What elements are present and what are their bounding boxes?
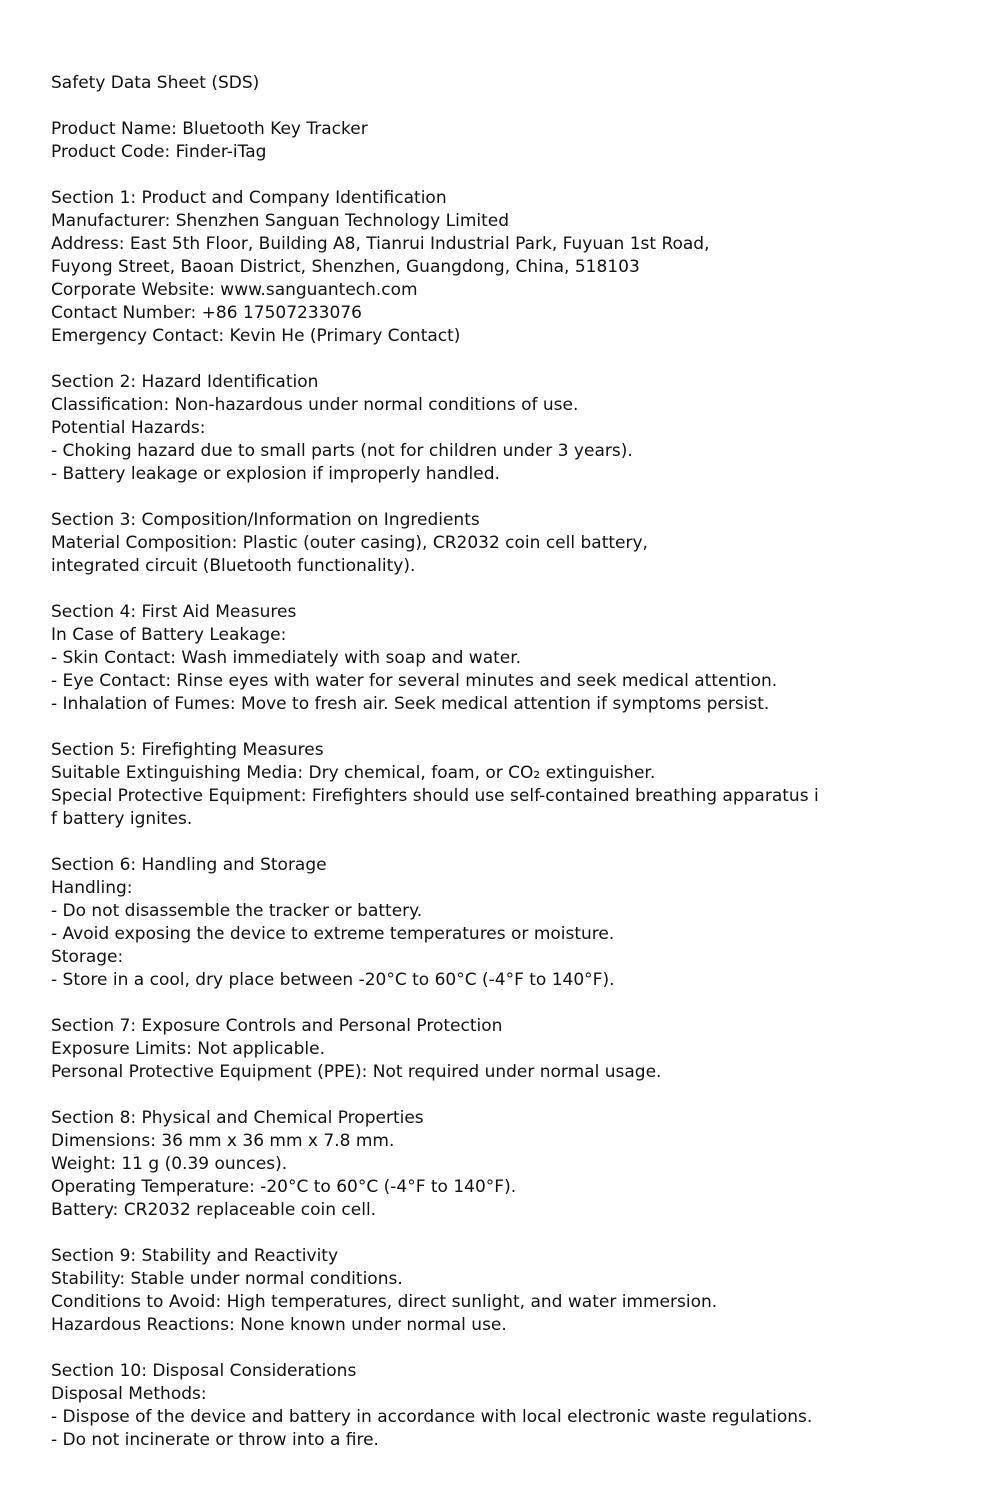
spacer bbox=[51, 486, 951, 509]
section-line: Suitable Extinguishing Media: Dry chemical, foam, or CO₂ extinguisher. bbox=[51, 763, 656, 783]
section-7 bbox=[51, 992, 951, 1084]
section-line: Material Composition: Plastic (outer casing), CR2032 coin cell battery, bbox=[51, 533, 648, 553]
section-line: - Eye Contact: Rinse eyes with water for several minutes and seek medical attention. bbox=[51, 671, 778, 691]
section-8 bbox=[51, 1084, 951, 1222]
section-9 bbox=[51, 1222, 951, 1337]
section-line: - Do not disassemble the tracker or battery. bbox=[51, 901, 423, 921]
section-line: - Avoid exposing the device to extreme temperatures or moisture. bbox=[51, 924, 615, 944]
section-line: Conditions to Avoid: High temperatures, direct sunlight, and water immersion. bbox=[51, 1292, 718, 1312]
section-4 bbox=[51, 578, 951, 716]
section-heading: Section 1: Product and Company Identification bbox=[51, 188, 447, 208]
spacer bbox=[51, 1337, 951, 1360]
spacer bbox=[51, 1084, 951, 1107]
section-10 bbox=[51, 1337, 951, 1452]
spacer bbox=[51, 992, 951, 1015]
spacer bbox=[51, 831, 951, 854]
section-heading: Section 6: Handling and Storage bbox=[51, 855, 327, 875]
document-body bbox=[51, 72, 951, 1452]
spacer bbox=[51, 578, 951, 601]
section-heading: Section 9: Stability and Reactivity bbox=[51, 1246, 339, 1266]
section-line: In Case of Battery Leakage: bbox=[51, 625, 287, 645]
product-name: Product Name: Bluetooth Key Tracker bbox=[51, 119, 368, 139]
section-line: Handling: bbox=[51, 878, 133, 898]
section-2 bbox=[51, 348, 951, 486]
section-line: - Store in a cool, dry place between -20°C to 60°C (-4°F to 140°F). bbox=[51, 970, 615, 990]
section-line: Weight: 11 g (0.39 ounces). bbox=[51, 1154, 288, 1174]
section-line: Operating Temperature: -20°C to 60°C (-4°F to 140°F). bbox=[51, 1177, 517, 1197]
section-line: Classification: Non-hazardous under normal conditions of use. bbox=[51, 395, 579, 415]
section-heading: Section 7: Exposure Controls and Personal Protection bbox=[51, 1016, 503, 1036]
document-title: Safety Data Sheet (SDS) bbox=[51, 73, 260, 93]
section-line: Storage: bbox=[51, 947, 124, 967]
section-line: Disposal Methods: bbox=[51, 1384, 207, 1404]
spacer bbox=[51, 164, 951, 187]
section-heading: Section 4: First Aid Measures bbox=[51, 602, 297, 622]
spacer bbox=[51, 95, 951, 118]
section-line: Contact Number: +86 17507233076 bbox=[51, 303, 362, 323]
section-line: Stability: Stable under normal conditions. bbox=[51, 1269, 403, 1289]
spacer bbox=[51, 348, 951, 371]
section-6 bbox=[51, 831, 951, 992]
section-heading: Section 10: Disposal Considerations bbox=[51, 1361, 357, 1381]
section-line: Potential Hazards: bbox=[51, 418, 206, 438]
section-line: Exposure Limits: Not applicable. bbox=[51, 1039, 326, 1059]
section-line: Personal Protective Equipment (PPE): Not required under normal usage. bbox=[51, 1062, 662, 1082]
section-heading: Section 2: Hazard Identification bbox=[51, 372, 319, 392]
section-line: f battery ignites. bbox=[51, 809, 193, 829]
section-line: Corporate Website: www.sanguantech.com bbox=[51, 280, 418, 300]
sections-container bbox=[51, 164, 951, 1452]
product-code: Product Code: Finder-iTag bbox=[51, 142, 267, 162]
section-heading: Section 3: Composition/Information on Ingredients bbox=[51, 510, 480, 530]
section-line: Hazardous Reactions: None known under normal use. bbox=[51, 1315, 507, 1335]
section-line: - Skin Contact: Wash immediately with soap and water. bbox=[51, 648, 522, 668]
section-line: Emergency Contact: Kevin He (Primary Contact) bbox=[51, 326, 461, 346]
section-line: Dimensions: 36 mm x 36 mm x 7.8 mm. bbox=[51, 1131, 395, 1151]
section-line: - Do not incinerate or throw into a fire. bbox=[51, 1430, 379, 1450]
section-line: Battery: CR2032 replaceable coin cell. bbox=[51, 1200, 377, 1220]
section-line: - Choking hazard due to small parts (not for children under 3 years). bbox=[51, 441, 633, 461]
spacer bbox=[51, 716, 951, 739]
section-1 bbox=[51, 164, 951, 348]
section-line: - Dispose of the device and battery in accordance with local electronic waste regulations. bbox=[51, 1407, 813, 1427]
section-line: Fuyong Street, Baoan District, Shenzhen, Guangdong, China, 518103 bbox=[51, 257, 640, 277]
section-line: - Battery leakage or explosion if improperly handled. bbox=[51, 464, 500, 484]
section-heading: Section 8: Physical and Chemical Properties bbox=[51, 1108, 424, 1128]
section-line: Manufacturer: Shenzhen Sanguan Technology Limited bbox=[51, 211, 510, 231]
section-line: integrated circuit (Bluetooth functionality). bbox=[51, 556, 416, 576]
section-3 bbox=[51, 486, 951, 578]
section-line: - Inhalation of Fumes: Move to fresh air. Seek medical attention if symptoms persist. bbox=[51, 694, 770, 714]
section-line: Special Protective Equipment: Firefighters should use self-contained breathing apparatus i bbox=[51, 786, 819, 806]
section-line: Address: East 5th Floor, Building A8, Tianrui Industrial Park, Fuyuan 1st Road, bbox=[51, 234, 710, 254]
spacer bbox=[51, 1222, 951, 1245]
section-5 bbox=[51, 716, 951, 831]
section-heading: Section 5: Firefighting Measures bbox=[51, 740, 324, 760]
